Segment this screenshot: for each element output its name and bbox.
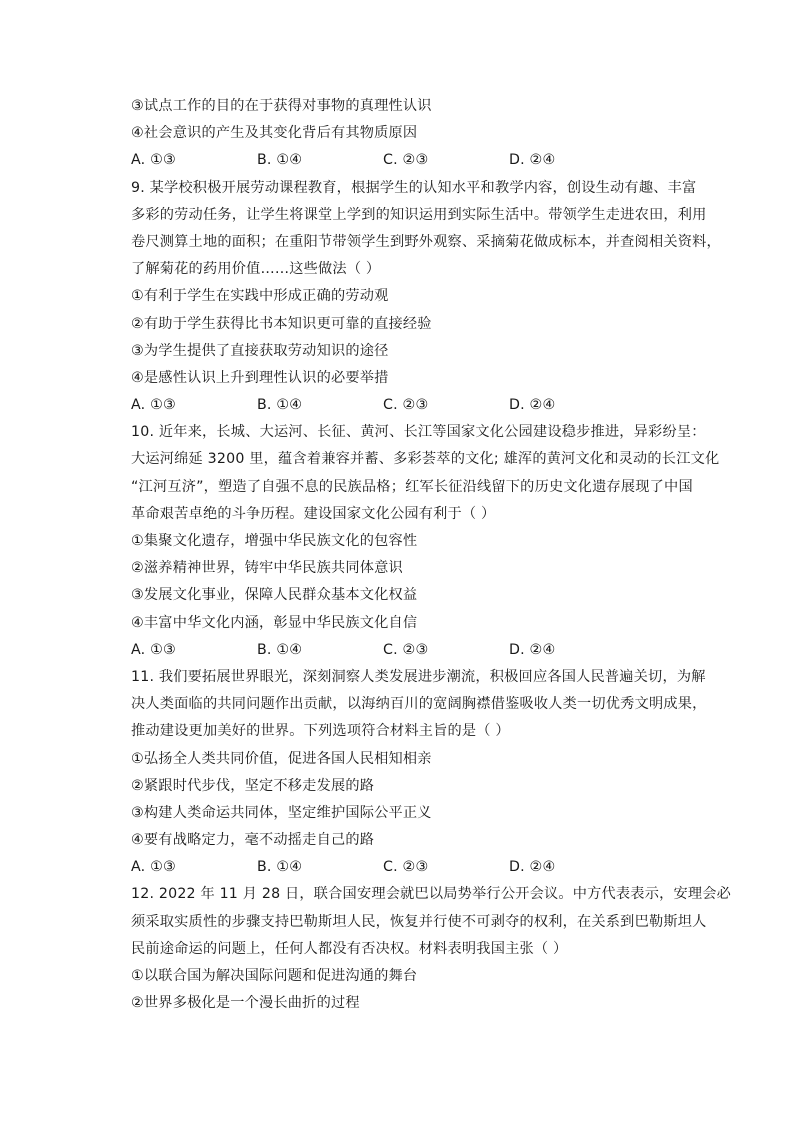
- question-stem-line: “江河互济”，塑造了自强不息的民族品格；红军长征沿线留下的历史文化遗存展现了中国: [131, 478, 693, 495]
- option-c: C. ②③: [383, 397, 429, 414]
- question-9: [131, 175, 721, 420]
- option-d: D. ②④: [509, 152, 556, 169]
- question-stem-line: 10. 近年来，长城、大运河、长征、黄河、长江等国家文化公园建设稳步推进，异彩纷呈：: [131, 424, 706, 441]
- statement-line: ②紧跟时代步伐，坚定不移走发展的路: [131, 777, 375, 794]
- option-d: D. ②④: [509, 397, 556, 414]
- statement-line: ②滋养精神世界，铸牢中华民族共同体意识: [131, 560, 403, 577]
- question-11: [131, 664, 707, 882]
- question-stem-line: 民前途命运的问题上，任何人都没有否决权。材料表明我国主张（ ）: [131, 940, 568, 957]
- statement-line: ③发展文化事业，保障人民群众基本文化权益: [131, 587, 418, 604]
- statement-line: ③为学生提供了直接获取劳动知识的途径: [131, 342, 389, 359]
- statement-line: ④丰富中华文化内涵，彰显中华民族文化自信: [131, 614, 418, 631]
- question-stem-line: 12. 2022 年 11 月 28 日，联合国安理会就巴以局势举行公开会议。中方代表表示，安理会必: [131, 886, 732, 903]
- question-stem-line: 多彩的劳动任务，让学生将课堂上学到的知识运用到实际生活中。带领学生走进农田，利用: [131, 206, 707, 223]
- statement-line: ①以联合国为解决国际问题和促进沟通的舞台: [131, 968, 418, 984]
- option-b: B. ①④: [257, 397, 303, 414]
- option-b: B. ①④: [257, 859, 303, 876]
- answer-options: [131, 392, 691, 419]
- option-a: A. ①③: [131, 641, 176, 658]
- question-stem-line: 革命艰苦卓绝的斗争历程。建设国家文化公园有利于（ ）: [131, 505, 496, 522]
- statement-line: ④要有战略定力，毫不动摇走自己的路: [131, 832, 375, 849]
- question-stem-line: 推动建设更加美好的世界。下列选项符合材料主旨的是（ ）: [131, 723, 510, 740]
- option-a: A. ①③: [131, 397, 176, 414]
- page-content: [131, 93, 732, 1017]
- question-stem-line: 大运河绵延 3200 里，蕴含着兼容并蓄、多彩荟萃的文化; 雄浑的黄河文化和灵动的长江文化: [131, 451, 720, 468]
- answer-options: [131, 637, 691, 664]
- question-stem-line: 了解菊花的药用价值……这些做法（ ）: [131, 261, 381, 278]
- statement-line: ②有助于学生获得比书本知识更可靠的直接经验: [131, 315, 432, 332]
- question-12: [131, 881, 732, 1017]
- option-c: C. ②③: [383, 152, 429, 169]
- statement-line: ①弘扬全人类共同价值，促进各国人民相知相亲: [131, 750, 432, 767]
- question-stem-line: 卷尺测算土地的面积；在重阳节带领学生到野外观察、采摘菊花做成标本，并查阅相关资料，: [131, 233, 721, 250]
- statement-line: ③构建人类命运共同体，坚定维护国际公平正义: [131, 804, 432, 821]
- statement-line: ①集聚文化遗存，增强中华民族文化的包容性: [131, 533, 418, 549]
- option-c: C. ②③: [383, 859, 429, 876]
- option-a: A. ①③: [131, 152, 176, 169]
- statement-line: ④社会意识的产生及其变化背后有其物质原因: [131, 125, 418, 142]
- statement-line: ③试点工作的目的在于获得对事物的真理性认识: [131, 98, 432, 114]
- option-b: B. ①④: [257, 641, 303, 658]
- question-stem-line: 须采取实质性的步骤支持巴勒斯坦人民，恢复并行使不可剥夺的权利，在关系到巴勒斯坦人: [131, 913, 707, 930]
- statement-line: ④是感性认识上升到理性认识的必要举措: [131, 369, 389, 386]
- option-d: D. ②④: [509, 859, 556, 876]
- question-stem-line: 决人类面临的共同问题作出贡献，以海纳百川的宽阔胸襟借鉴吸收人类一切优秀文明成果，: [131, 696, 707, 713]
- answer-options: [131, 147, 691, 174]
- statement-line: ①有利于学生在实践中形成正确的劳动观: [131, 288, 389, 305]
- answer-options: [131, 854, 691, 881]
- option-a: A. ①③: [131, 859, 176, 876]
- question-stem-line: 9. 某学校积极开展劳动课程教育，根据学生的认知水平和教学内容，创设生动有趣、丰富: [131, 179, 697, 196]
- question-stem-line: 11. 我们要拓展世界眼光，深刻洞察人类发展进步潮流，积极回应各国人民普遍关切，为解: [131, 668, 706, 685]
- question-10: [131, 419, 720, 664]
- option-c: C. ②③: [383, 641, 429, 658]
- statement-line: ②世界多极化是一个漫长曲折的过程: [131, 995, 360, 1012]
- option-b: B. ①④: [257, 152, 303, 169]
- option-d: D. ②④: [509, 641, 556, 658]
